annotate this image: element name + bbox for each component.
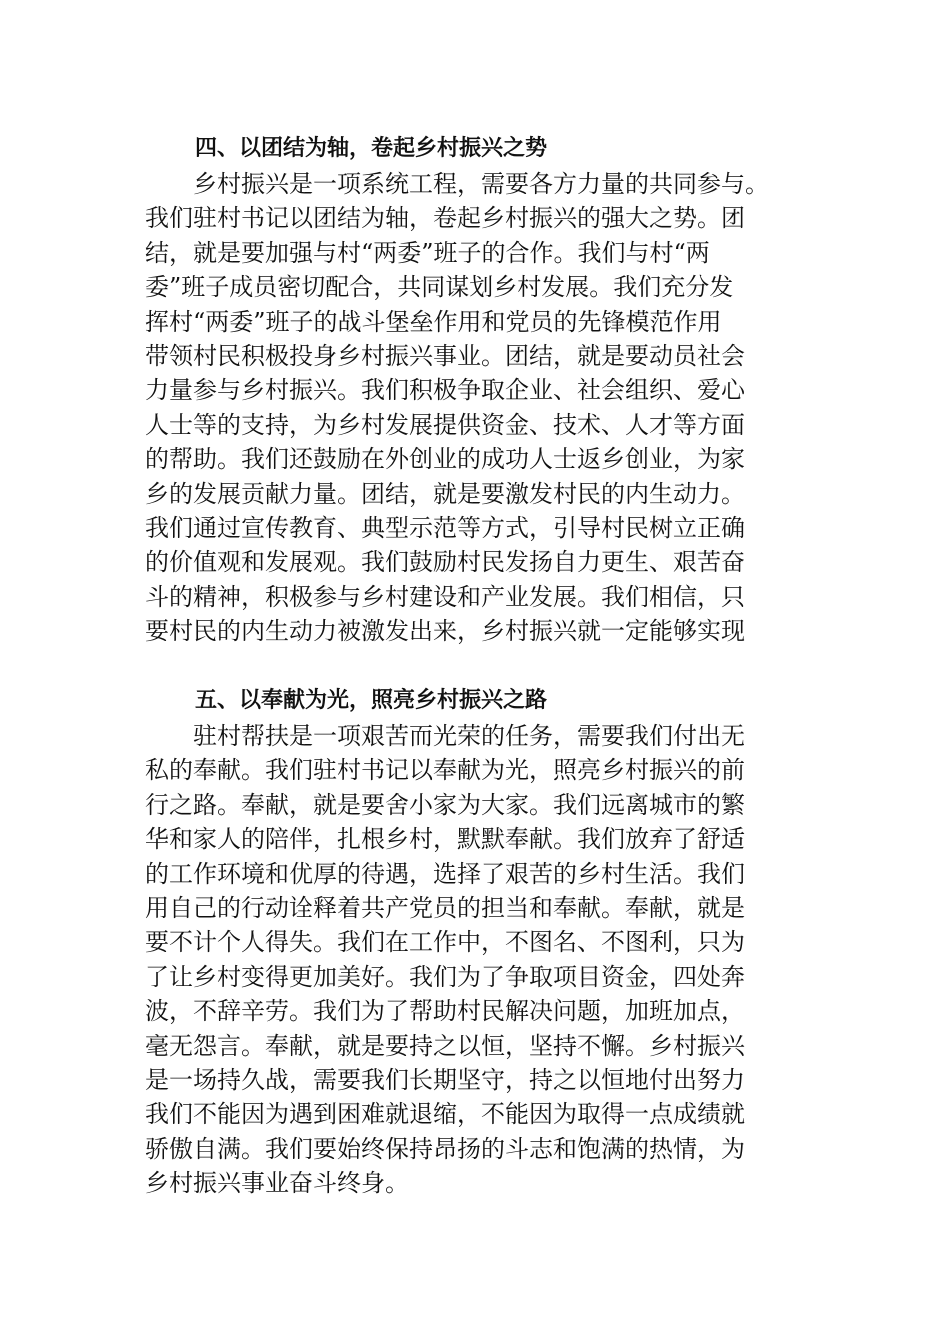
section-dedication	[145, 683, 810, 1200]
paragraph-line: 带领村民积极投身乡村振兴事业。团结，就是要动员社会	[145, 341, 745, 370]
section-unity	[145, 131, 810, 648]
paragraph-line: 我们不能因为遇到困难就退缩，不能因为取得一点成绩就	[145, 1100, 745, 1129]
paragraph-line: 乡的发展贡献力量。团结，就是要激发村民的内生动力。	[145, 479, 745, 508]
paragraph-line: 波，不辞辛劳。我们为了帮助村民解决问题，加班加点，	[145, 997, 745, 1026]
section-paragraph	[145, 719, 810, 1200]
paragraph-line: 华和家人的陪伴，扎根乡村，默默奉献。我们放弃了舒适	[145, 825, 745, 854]
section-heading: 五、以奉献为光，照亮乡村振兴之路	[195, 688, 548, 713]
paragraph-line: 挥村“两委”班子的战斗堡垒作用和党员的先锋模范作用	[145, 307, 722, 336]
paragraph-line: 毫无怨言。奉献，就是要持之以恒，坚持不懈。乡村振兴	[145, 1031, 745, 1060]
section-heading: 四、以团结为轴，卷起乡村振兴之势	[195, 136, 548, 161]
paragraph-line: 了让乡村变得更加美好。我们为了争取项目资金，四处奔	[145, 962, 745, 991]
paragraph-line: 驻村帮扶是一项艰苦而光荣的任务，需要我们付出无	[193, 722, 745, 750]
paragraph-line: 力量参与乡村振兴。我们积极争取企业、社会组织、爱心	[145, 376, 745, 405]
paragraph-line: 行之路。奉献，就是要舍小家为大家。我们远离城市的繁	[145, 790, 745, 819]
paragraph-line: 是一场持久战，需要我们长期坚守，持之以恒地付出努力	[145, 1065, 745, 1094]
paragraph-line: 的工作环境和优厚的待遇，选择了艰苦的乡村生活。我们	[145, 859, 745, 888]
paragraph-line: 人士等的支持，为乡村发展提供资金、技术、人才等方面	[145, 410, 745, 439]
paragraph-line: 斗的精神，积极参与乡村建设和产业发展。我们相信，只	[145, 582, 745, 611]
paragraph-line: 用自己的行动诠释着共产党员的担当和奉献。奉献，就是	[145, 893, 745, 922]
paragraph-line: 骄傲自满。我们要始终保持昂扬的斗志和饱满的热情，为	[145, 1134, 745, 1163]
paragraph-line: 结，就是要加强与村“两委”班子的合作。我们与村“两	[145, 238, 710, 267]
paragraph-line: 要不计个人得失。我们在工作中，不图名、不图利，只为	[145, 928, 745, 957]
section-paragraph	[145, 167, 810, 648]
paragraph-line: 我们驻村书记以团结为轴，卷起乡村振兴的强大之势。团	[145, 204, 745, 233]
paragraph-line: 要村民的内生动力被激发出来，乡村振兴就一定能够实现	[145, 617, 745, 646]
paragraph-line: 乡村振兴是一项系统工程，需要各方力量的共同参与。	[193, 170, 769, 198]
paragraph-line: 的价值观和发展观。我们鼓励村民发扬自力更生、艰苦奋	[145, 548, 745, 577]
paragraph-line: 乡村振兴事业奋斗终身。	[145, 1169, 409, 1198]
paragraph-line: 我们通过宣传教育、典型示范等方式，引导村民树立正确	[145, 513, 745, 542]
paragraph-line: 私的奉献。我们驻村书记以奉献为光，照亮乡村振兴的前	[145, 756, 745, 785]
paragraph-line: 委”班子成员密切配合，共同谋划乡村发展。我们充分发	[145, 273, 734, 302]
paragraph-line: 的帮助。我们还鼓励在外创业的成功人士返乡创业，为家	[145, 445, 745, 474]
